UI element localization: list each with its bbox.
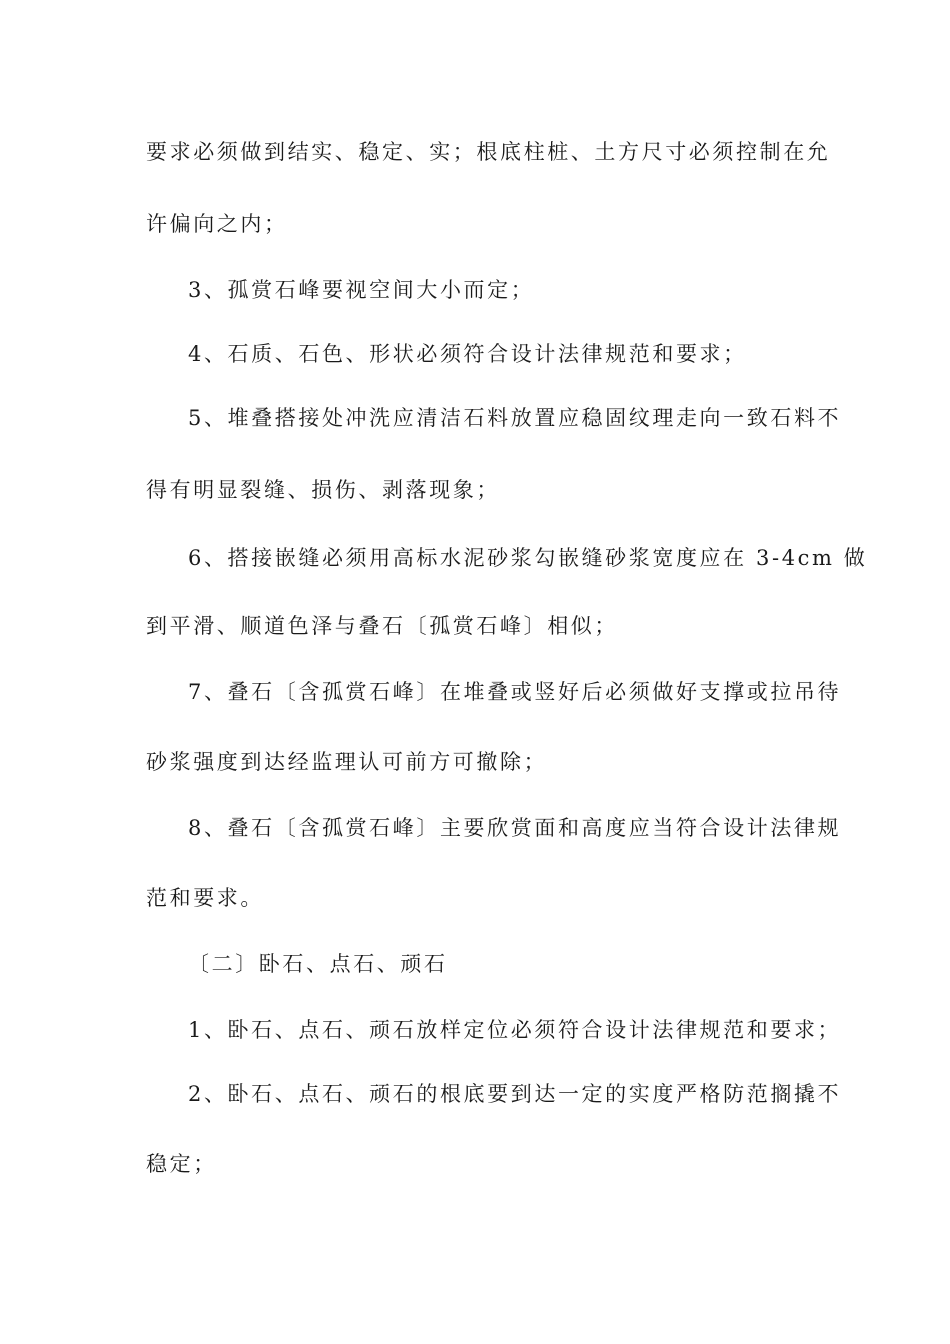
list-item-3: 3、孤赏石峰要视空间大小而定； (188, 278, 535, 302)
section-item-2-continued: 稳定； (146, 1152, 217, 1176)
list-item-4: 4、石质、石色、形状必须符合设计法律规范和要求； (188, 342, 747, 366)
list-item-6: 6、搭接嵌缝必须用高标水泥砂浆勾嵌缝砂浆宽度应在 3-4cm 做 (188, 546, 868, 570)
list-item-8: 8、叠石〔含孤赏石峰〕主要欣赏面和高度应当符合设计法律规 (188, 816, 842, 840)
list-item-5-continued: 得有明显裂缝、损伤、剥落现象； (146, 478, 500, 502)
paragraph-line-2: 许偏向之内； (146, 212, 288, 236)
section-item-2: 2、卧石、点石、顽石的根底要到达一定的实度严格防范搁撬不 (188, 1082, 842, 1106)
section-item-1: 1、卧石、点石、顽石放样定位必须符合设计法律规范和要求； (188, 1018, 842, 1042)
list-item-7-continued: 砂浆强度到达经监理认可前方可撤除； (146, 750, 548, 774)
list-item-8-continued: 范和要求。 (146, 886, 264, 910)
section-heading: 〔二〕卧石、点石、顽石 (188, 952, 448, 976)
list-item-7: 7、叠石〔含孤赏石峰〕在堆叠或竖好后必须做好支撑或拉吊待 (188, 680, 842, 704)
list-item-5: 5、堆叠搭接处冲洗应清洁石料放置应稳固纹理走向一致石料不 (188, 406, 842, 430)
paragraph-line-1: 要求必须做到结实、稳定、实；根底柱桩、土方尺寸必须控制在允 (146, 140, 831, 164)
list-item-6-continued: 到平滑、顺道色泽与叠石〔孤赏石峰〕相似； (146, 614, 618, 638)
